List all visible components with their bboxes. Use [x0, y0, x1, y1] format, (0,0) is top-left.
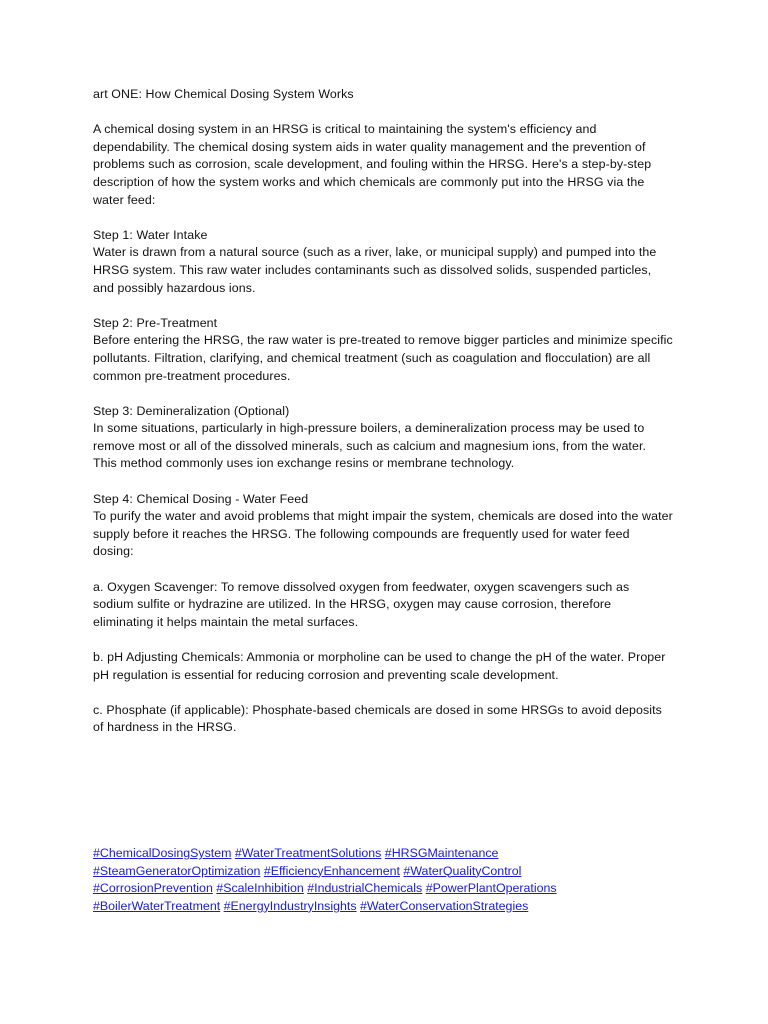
step-2-body: Before entering the HRSG, the raw water is pre-treated to remove bigger particles and minimize specific pollutants. Filtration, clarifying, and chemical treatment (such as coagulation and flocculation) are all common pre-treatment procedures.	[93, 333, 673, 383]
item-phosphate: c. Phosphate (if applicable): Phosphate-based chemicals are dosed in some HRSGs to avoid deposits of hardness in the HRSG.	[93, 702, 662, 735]
hashtag-link[interactable]: #ChemicalDosingSystem	[93, 846, 232, 860]
item-ph-adjusting: b. pH Adjusting Chemicals: Ammonia or morpholine can be used to change the pH of the water. Proper pH regulation is essential for reducing corrosion and preventing scale development.	[93, 650, 666, 682]
document-title: art ONE: How Chemical Dosing System Works	[93, 87, 354, 101]
step-1-body: Water is drawn from a natural source (such as a river, lake, or municipal supply) and pumped into the HRSG system. This raw water includes contaminants such as dissolved solids, suspended particles, and possibly hazardous ions.	[93, 245, 657, 295]
step-1-title: Step 1: Water Intake	[93, 227, 208, 242]
step-3-body: In some situations, particularly in high-pressure boilers, a demineralization process may be used to remove most or all of the dissolved minerals, such as calcium and magnesium ions, from the water. This method commonly uses ion exchange resins or membrane technology.	[93, 421, 647, 471]
hashtag-link[interactable]: #CorrosionPrevention	[93, 881, 213, 896]
hashtag-line	[93, 898, 673, 916]
step-4-body: To purify the water and avoid problems that might impair the system, chemicals are dosed into the water supply before it reaches the HRSG. The following compounds are frequently used for water feed dosing:	[93, 509, 673, 559]
hashtag-link[interactable]: #WaterConservationStrategies	[360, 898, 529, 913]
hashtag-link[interactable]: #BoilerWaterTreatment	[93, 898, 221, 913]
hashtag-link[interactable]: #WaterQualityControl	[403, 863, 522, 878]
hashtag-link[interactable]: #PowerPlantOperations	[425, 881, 557, 896]
hashtag-line	[93, 880, 673, 898]
hashtag-link[interactable]: #WaterTreatmentSolutions	[234, 846, 382, 860]
hashtag-link[interactable]: #ScaleInhibition	[216, 881, 304, 896]
hashtag-block	[93, 845, 673, 915]
step-2-title: Step 2: Pre-Treatment	[93, 315, 218, 330]
hashtag-link[interactable]: #EfficiencyEnhancement	[263, 863, 400, 878]
document-body	[93, 86, 673, 755]
hashtag-link[interactable]: #HRSGMaintenance	[384, 846, 499, 860]
step-4-title: Step 4: Chemical Dosing - Water Feed	[93, 491, 309, 506]
hashtag-link[interactable]: #EnergyIndustryInsights	[223, 898, 357, 913]
hashtag-line	[93, 845, 673, 863]
step-3-title: Step 3: Demineralization (Optional)	[93, 403, 290, 418]
hashtag-link[interactable]: #SteamGeneratorOptimization	[93, 863, 261, 878]
hashtag-line	[93, 863, 673, 881]
item-oxygen-scavenger: a. Oxygen Scavenger: To remove dissolved oxygen from feedwater, oxygen scavengers such as sodium sulfite or hydrazine are utilized. In the HRSG, oxygen may cause corrosion, therefore eliminating it helps maintain the metal surfaces.	[93, 579, 630, 629]
hashtag-link[interactable]: #IndustrialChemicals	[307, 881, 423, 896]
intro-paragraph: A chemical dosing system in an HRSG is critical to maintaining the system's efficiency and dependability. The chemical dosing system aids in water quality management and the prevention of problems such as corrosion, scale development, and fouling within the HRSG. Here's a step-by-step description of how the system works and which chemicals are commonly put into the HRSG via the water feed:	[93, 122, 652, 207]
